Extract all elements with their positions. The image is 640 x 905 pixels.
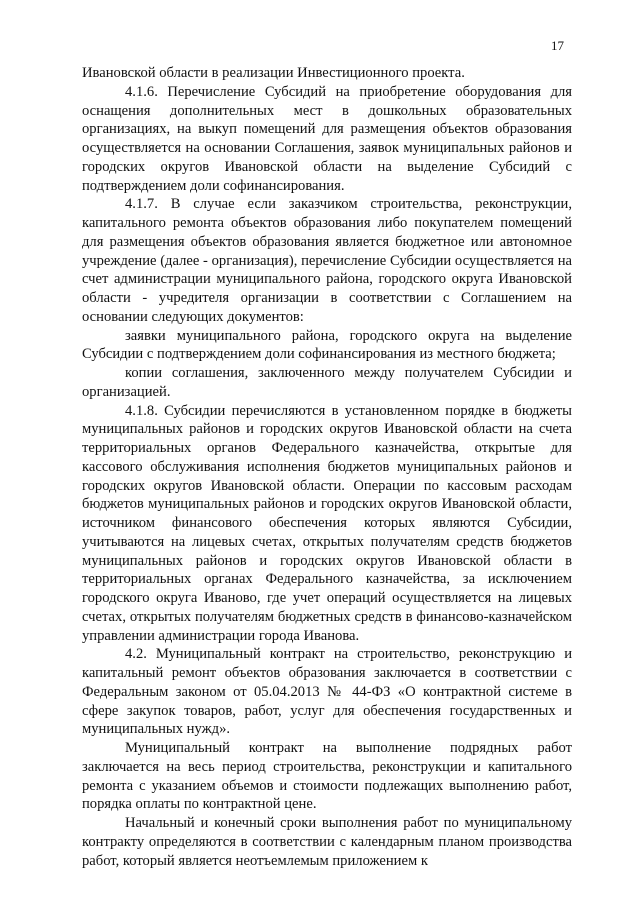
page-number: 17 [551,38,564,53]
paragraph: Ивановской области в реализации Инвестиционного проекта. [82,65,465,81]
paragraph: 4.1.8. Субсидии перечисляются в установленном порядке в бюджеты муниципальных районов и городских округов Ивановской области на счета территориальных органов Федерального казначейства, открытые для кассового обслуживания исполнения бюджетов муниципальных районов и городских округов Ивановской области. Операции по кассовым расходам бюджетов муниципальных районов и городских округов Ивановской области, источником финансового обеспечения которых являются Субсидии, учитываются на лицевых счетах, открытых получателям средств бюджетов муниципальных районов и городских округов Ивановской области в территориальных органах Федерального казначейства, за исключением городского округа Иваново, где учет операций осуществляется на лицевых счетах, открытых получателям бюджетных средств в финансово-казначейском управлении администрации города Иванова. [82,402,572,644]
paragraph: 4.1.7. В случае если заказчиком строительства, реконструкции, капитального ремонта объектов образования либо покупателем помещений для размещения объектов образования является бюджетное или автономное учреждение (далее - организация), перечисление Субсидии осуществляется на счет администрации муниципального района, городского округа Ивановской области - учредителя организации в соответствии с Соглашением на основании следующих документов: [82,196,572,325]
paragraph: Муниципальный контракт на выполнение подрядных работ заключается на весь период строительства, реконструкции и капитального ремонта с указанием объемов и стоимости подлежащих выполнению работ, порядка оплаты по контрактной цене. [82,740,572,813]
paragraph: копии соглашения, заключенного между получателем Субсидии и организацией. [82,365,572,400]
paragraph: 4.2. Муниципальный контракт на строительство, реконструкцию и капитальный ремонт объектов образования заключается в соответствии с Федеральным законом от 05.04.2013 № 44-ФЗ «О контрактной системе в сфере закупок товаров, работ, услуг для обеспечения государственных и муниципальных нужд». [82,646,572,738]
paragraph: заявки муниципального района, городского округа на выделение Субсидии с подтверждением доли софинансирования из местного бюджета; [82,327,572,363]
paragraph: 4.1.6. Перечисление Субсидий на приобретение оборудования для оснащения дополнительных мест в дошкольных образовательных организациях, на выкуп помещений для размещения объектов образования осуществляется на основании Соглашения, заявок муниципальных районов и городских округов Ивановской области на выделение Субсидий с подтверждением доли софинансирования. [82,83,572,194]
document-body [82,64,572,870]
paragraph: Начальный и конечный сроки выполнения работ по муниципальному контракту определяются в соответствии с календарным планом производства работ, который является неотъемлемым приложением к [82,815,572,869]
